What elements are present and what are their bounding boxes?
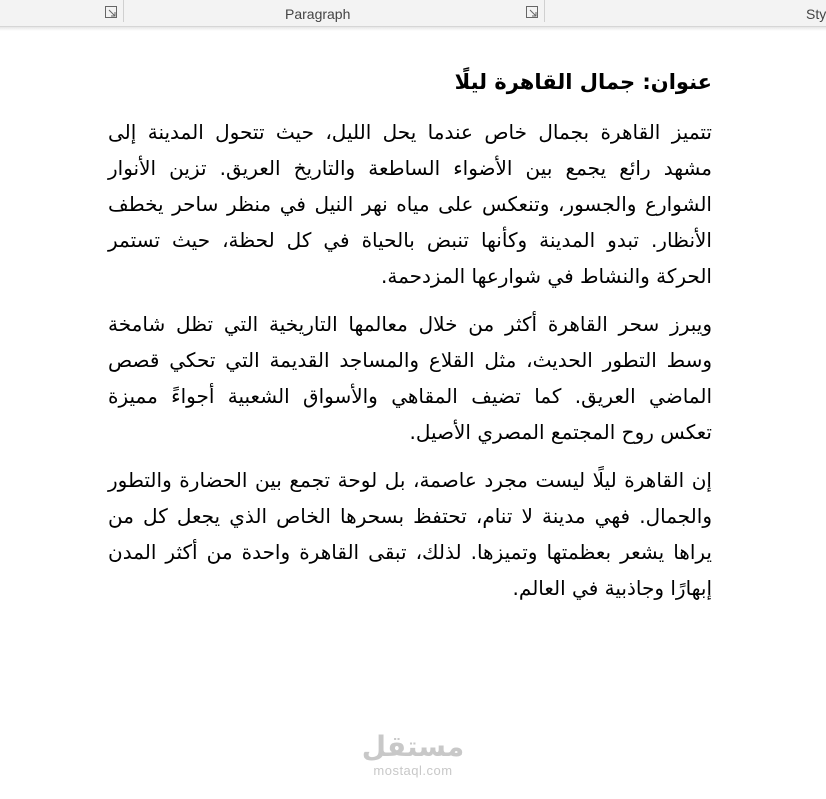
document-body[interactable]: [108, 66, 712, 618]
mostaql-watermark: [360, 730, 466, 778]
paragraph-dialog-launcher-icon[interactable]: [525, 5, 539, 19]
document-paragraph-2[interactable]: ويبرز سحر القاهرة أكثر من خلال معالمها التاريخية التي تظل شامخة وسط التطور الحديث، مثل القلاع والمساجد القديمة التي تحكي قصص الماضي العريق. كما تضيف المقاهي والأسواق الشعبية أجواءً مميزة تعكس روح المجتمع المصري الأصيل.: [108, 312, 712, 444]
ribbon-group-divider: [544, 0, 545, 22]
document-title[interactable]: عنوان: جمال القاهرة ليلًا: [454, 70, 712, 94]
document-paragraph-3[interactable]: إن القاهرة ليلًا ليست مجرد عاصمة، بل لوحة تجمع بين الحضارة والتطور والجمال. فهي مدينة لا تنام، تحتفظ بسحرها الخاص الذي يجعل كل من يراها يشعر بعظمتها وتميزها. لذلك، تبقى القاهرة واحدة من أكثر المدن إبهارًا وجاذبية في العالم.: [108, 468, 712, 600]
watermark-url: mostaql.com: [373, 763, 453, 778]
paragraph-group-label: Paragraph: [285, 6, 351, 22]
ribbon-bar: [0, 0, 826, 27]
font-dialog-launcher-icon[interactable]: [104, 5, 118, 19]
document-paragraph-1[interactable]: تتميز القاهرة بجمال خاص عندما يحل الليل، حيث تتحول المدينة إلى مشهد رائع يجمع بين الأضواء الساطعة والتاريخ العريق. تزين الأنوار الشوارع والجسور، وتنعكس على مياه نهر النيل في منظر ساحر يخطف الأنظار. تبدو المدينة وكأنها تنبض بالحياة في كل لحظة، حيث تستمر الحركة والنشاط في شوارعها المزدحمة.: [108, 120, 712, 288]
document-page[interactable]: [0, 31, 826, 799]
styles-group-label: Sty: [806, 6, 826, 22]
watermark-arabic-logo: مستقل: [361, 730, 465, 763]
ribbon-group-divider: [123, 0, 124, 22]
